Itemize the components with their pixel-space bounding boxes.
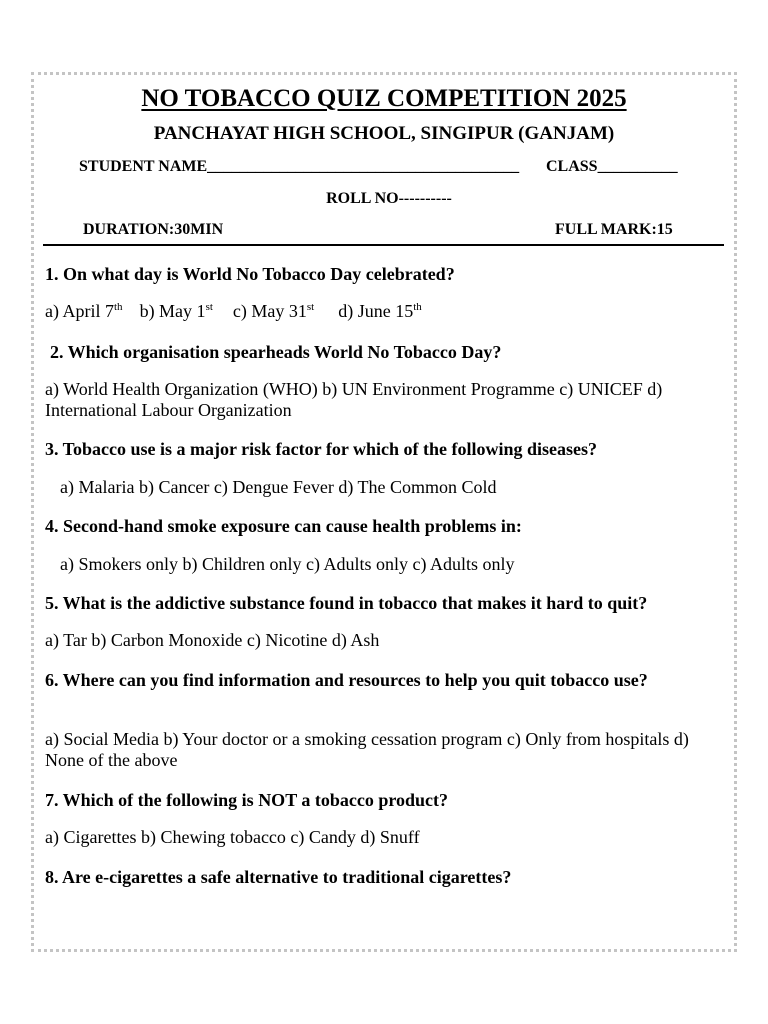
- header-divider: [43, 244, 724, 246]
- question-7: 7. Which of the following is NOT a tobacco product?: [45, 790, 449, 810]
- question-1-options: [45, 301, 422, 322]
- page-title: NO TOBACCO QUIZ COMPETITION 2025: [141, 85, 627, 112]
- question-6-options: a) Social Media b) Your doctor or a smoking cessation program c) Only from hospitals d) None of the above: [45, 729, 689, 770]
- question-6: 6. Where can you find information and resources to help you quit tobacco use?: [45, 670, 648, 690]
- student-name-field: STUDENT NAME_______________________________________: [79, 158, 520, 175]
- question-3-options: a) Malaria b) Cancer c) Dengue Fever d) The Common Cold: [60, 477, 497, 497]
- duration-label: DURATION:30MIN: [83, 221, 224, 238]
- question-7-options: a) Cigarettes b) Chewing tobacco c) Candy d) Snuff: [45, 827, 420, 847]
- full-mark-label: FULL MARK:15: [555, 221, 673, 238]
- class-field: CLASS__________: [546, 158, 678, 175]
- question-5: 5. What is the addictive substance found in tobacco that makes it hard to quit?: [45, 593, 648, 613]
- question-4: 4. Second-hand smoke exposure can cause health problems in:: [45, 516, 522, 536]
- question-8: 8. Are e-cigarettes a safe alternative to traditional cigarettes?: [45, 867, 512, 887]
- question-5-options: a) Tar b) Carbon Monoxide c) Nicotine d) Ash: [45, 630, 380, 650]
- option-1b: b) May 1st: [139, 301, 213, 321]
- school-name: PANCHAYAT HIGH SCHOOL, SINGIPUR (GANJAM): [153, 123, 615, 144]
- question-2: 2. Which organisation spearheads World No Tobacco Day?: [50, 342, 502, 362]
- question-2-options: a) World Health Organization (WHO) b) UN Environment Programme c) UNICEF d) International Labour Organization: [45, 379, 663, 420]
- option-1d: d) June 15th: [338, 301, 422, 321]
- option-1a: a) April 7th: [45, 301, 123, 321]
- question-3: 3. Tobacco use is a major risk factor for which of the following diseases?: [45, 439, 597, 459]
- question-4-options: a) Smokers only b) Children only c) Adults only c) Adults only: [60, 554, 515, 574]
- option-1c: c) May 31st: [232, 301, 315, 321]
- question-1: 1. On what day is World No Tobacco Day celebrated?: [45, 264, 455, 284]
- roll-no-field: ROLL NO----------: [326, 190, 452, 207]
